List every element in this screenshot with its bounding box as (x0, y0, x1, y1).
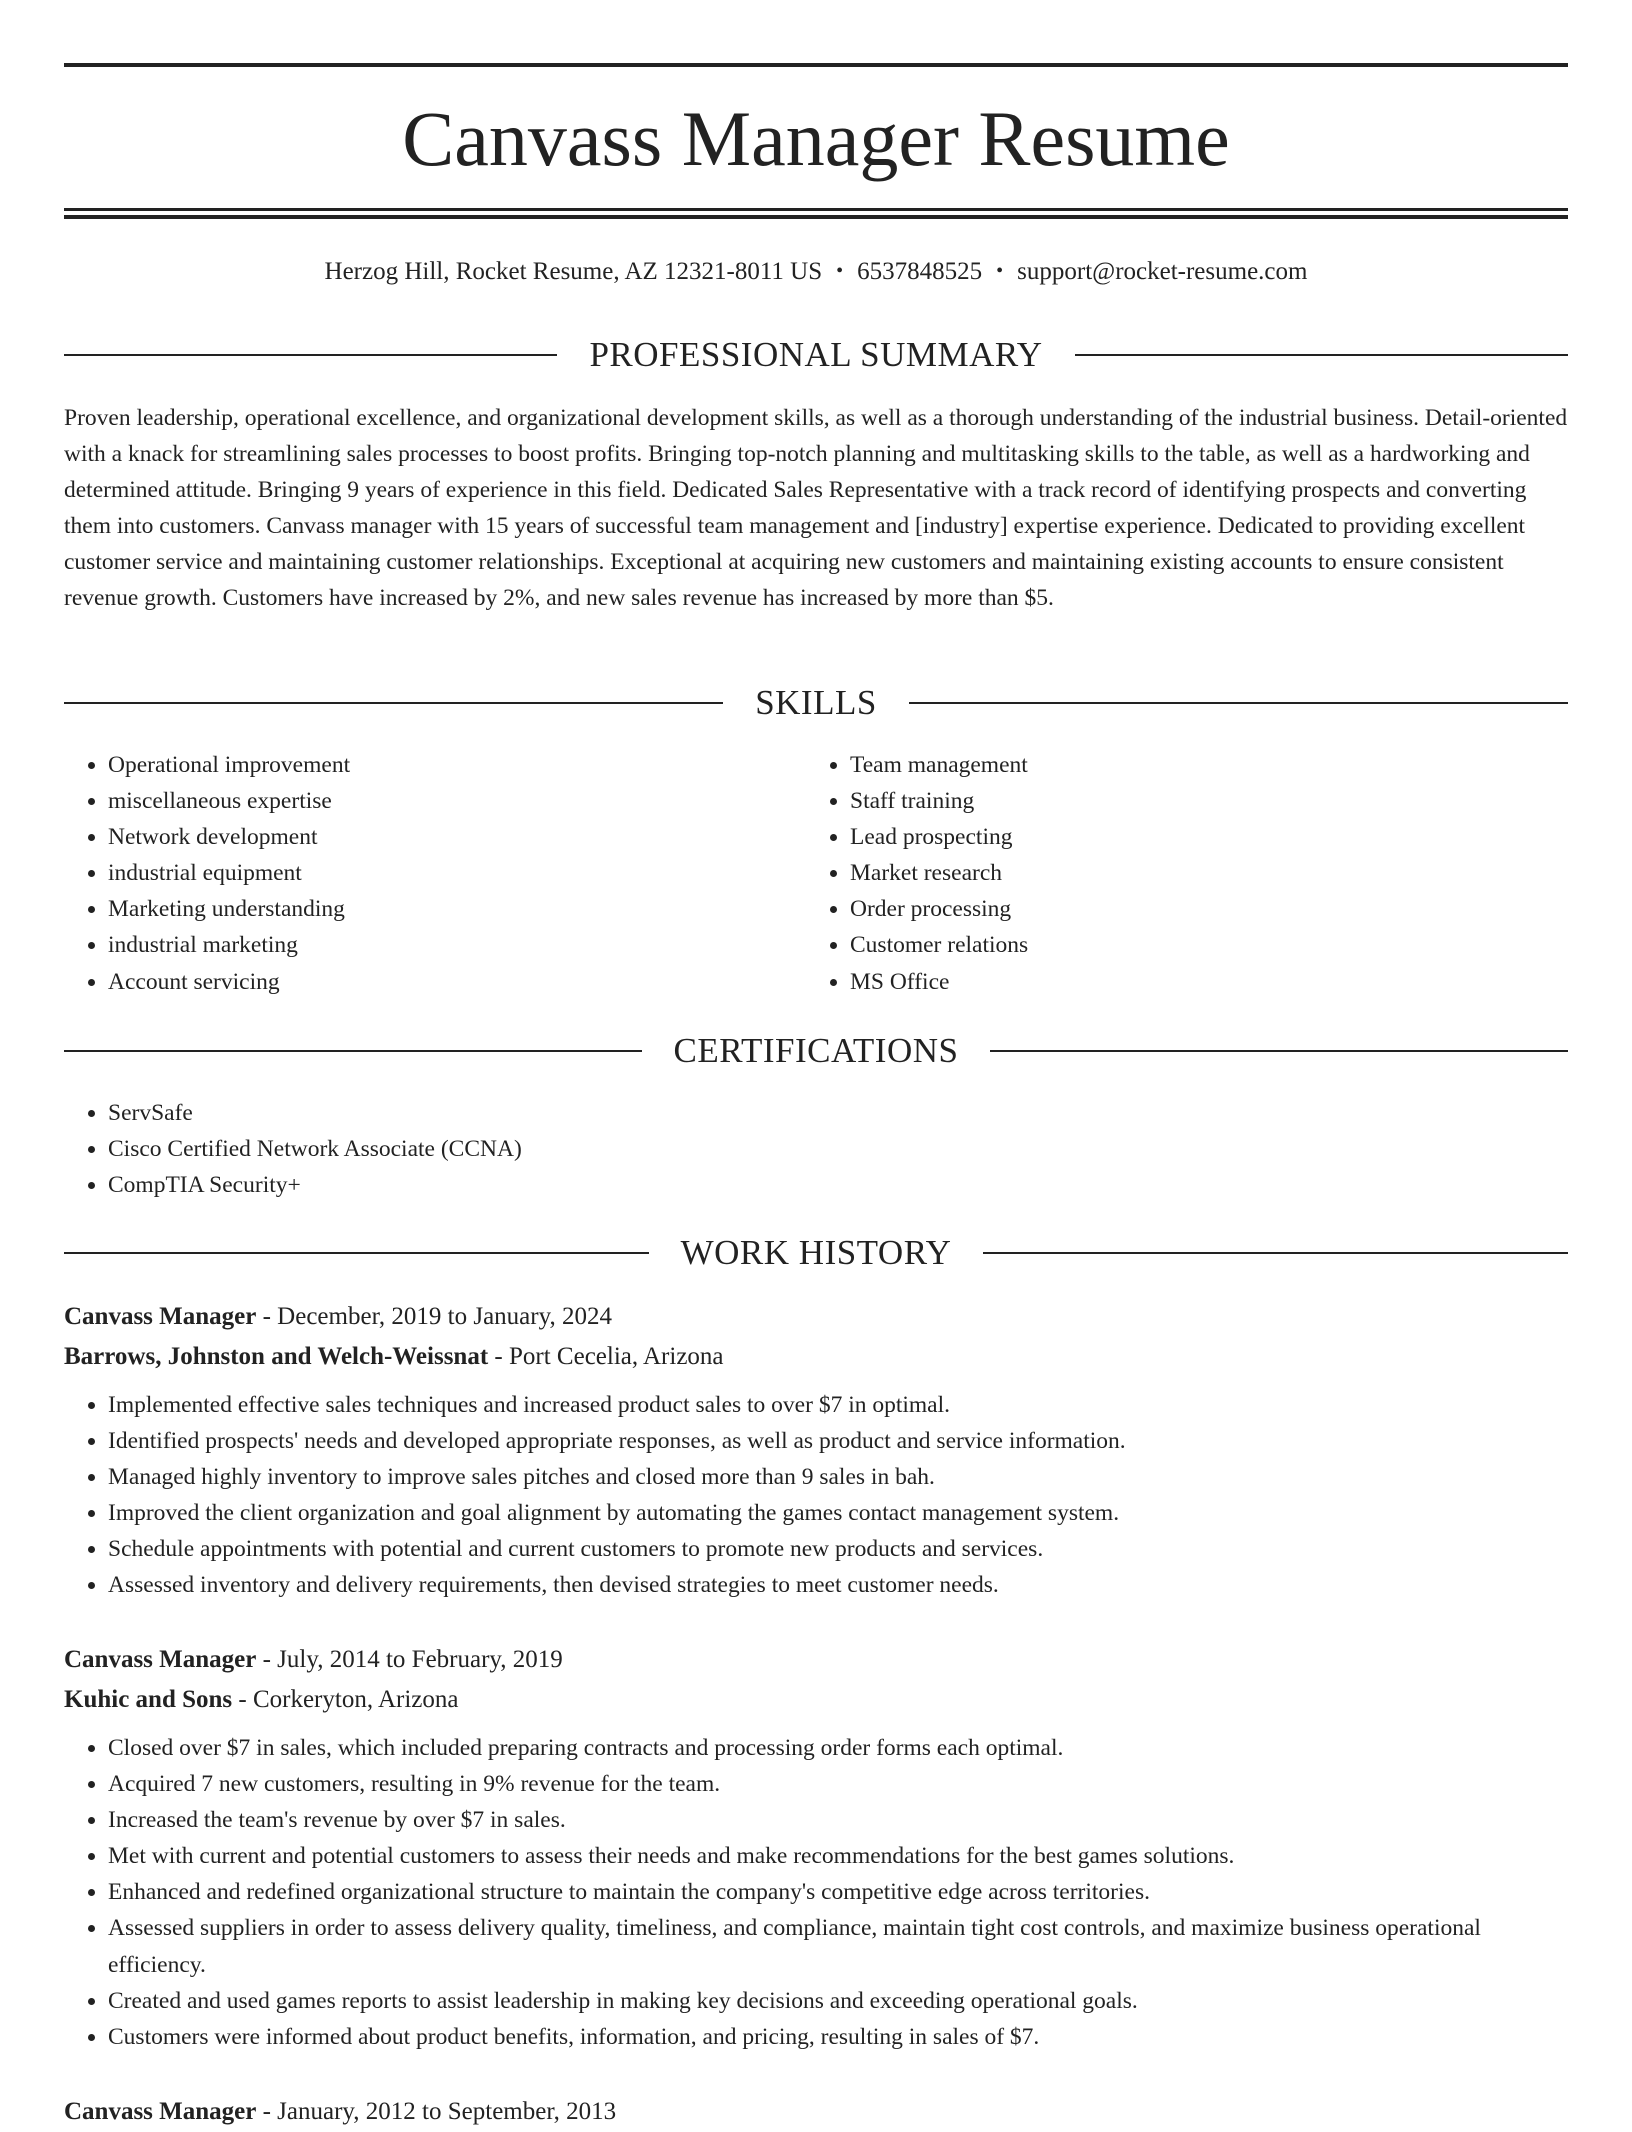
certifications-list (64, 1095, 1568, 1203)
section-heading-certifications (64, 1029, 1568, 1073)
job-company-line (64, 1680, 1568, 1720)
heading-rule (64, 1050, 642, 1052)
page-title: Canvass Manager Resume (402, 95, 1230, 182)
list-item: • Acquired 7 new customers, resulting in 9% revenue for the team. (108, 1766, 1568, 1802)
job-dates: - July, 2014 to February, 2019 (256, 1646, 563, 1673)
list-item: • CompTIA Security+ (108, 1167, 1568, 1203)
title-rule-upper (64, 208, 1568, 211)
list-item: • Operational improvement (108, 747, 804, 783)
heading-rule (990, 1050, 1568, 1052)
skills-column-right (806, 747, 1568, 1000)
list-item: • Implemented effective sales techniques and increased product sales to over $7 in optimal. (108, 1387, 1568, 1423)
list-item: • ServSafe (108, 1095, 1568, 1131)
list-item: • Order processing (850, 891, 1568, 927)
list-item: • industrial equipment (108, 855, 804, 891)
list-item: • Team management (850, 747, 1568, 783)
skills-list-left (64, 747, 804, 1000)
section-heading-work-history (64, 1231, 1568, 1275)
job-title: Canvass Manager (64, 1646, 257, 1673)
list-item: • Assessed suppliers in order to assess delivery quality, timeliness, and compliance, maintain tight cost controls, and maximize business operational efficiency. (108, 1910, 1568, 1982)
job-dates: - December, 2019 to January, 2024 (256, 1303, 612, 1330)
contact-address: Herzog Hill, Rocket Resume, AZ 12321-8011 US (324, 258, 823, 285)
job-entry (64, 1297, 1568, 1604)
job-location: - Port Cecelia, Arizona (488, 1343, 724, 1370)
job-location: - Corkeryton, Arizona (232, 1686, 459, 1713)
heading-rule (64, 1252, 649, 1254)
job-duties (64, 1387, 1568, 1604)
list-item: • Cisco Certified Network Associate (CCNA) (108, 1131, 1568, 1167)
section-title: PROFESSIONAL SUMMARY (589, 335, 1043, 374)
contact-line (64, 254, 1568, 289)
job-entry (64, 1640, 1568, 2055)
job-title-line (64, 2092, 1568, 2132)
certifications (64, 1095, 1568, 1203)
list-item: • Marketing understanding (108, 891, 804, 927)
list-item: • miscellaneous expertise (108, 783, 804, 819)
section-title: WORK HISTORY (680, 1233, 952, 1272)
section-heading-summary (64, 333, 1568, 377)
contact-separator: • (836, 260, 844, 282)
job-duties (64, 1730, 1568, 2055)
list-item: • Market research (850, 855, 1568, 891)
list-item: • Managed highly inventory to improve sales pitches and closed more than 9 sales in bah. (108, 1459, 1568, 1495)
title-rule-lower (64, 215, 1568, 219)
contact-separator: • (996, 260, 1004, 282)
section-title: SKILLS (755, 683, 877, 722)
list-item: • Enhanced and redefined organizational structure to maintain the company's competitive edge across territories. (108, 1874, 1568, 1910)
heading-rule (909, 702, 1568, 704)
list-item: • Created and used games reports to assist leadership in making key decisions and exceeding operational goals. (108, 1983, 1568, 2019)
summary-text: Proven leadership, operational excellence, and organizational development skills, as well as a thorough understanding of the industrial business. Detail-oriented with a knack for streamlining sales processes to boost profits. Bringing top-notch planning and multitasking skills to the table, as well as a hardworking and determined attitude. Bringing 9 years of experience in this field. Dedicated Sales Representative with a track record of identifying prospects and converting them into customers. Canvass manager with 15 years of successful team management and [industry] expertise experience. Dedicated to providing excellent customer service and maintaining customer relationships. Exceptional at acquiring new customers and maintaining existing accounts to ensure consistent revenue growth. Customers have increased by 2%, and new sales revenue has increased by more than $5. (64, 405, 1568, 612)
list-item: • Schedule appointments with potential and current customers to promote new products and services. (108, 1531, 1568, 1567)
top-rule (64, 63, 1568, 67)
list-item: • Assessed inventory and delivery requirements, then devised strategies to meet customer needs. (108, 1567, 1568, 1603)
list-item: • Customer relations (850, 927, 1568, 963)
list-item: • Met with current and potential customers to assess their needs and make recommendations for the best games solutions. (108, 1838, 1568, 1874)
contact-email: support@rocket-resume.com (1017, 258, 1308, 285)
contact-phone: 6537848525 (857, 258, 983, 285)
job-title-line (64, 1297, 1568, 1337)
list-item: • Improved the client organization and goal alignment by automating the games contact management system. (108, 1495, 1568, 1531)
list-item: • industrial marketing (108, 927, 804, 963)
job-title-line (64, 1640, 1568, 1680)
job-title: Canvass Manager (64, 1303, 257, 1330)
heading-rule (64, 702, 723, 704)
job-company: Barrows, Johnston and Welch-Weissnat (64, 1343, 489, 1370)
job-dates: - January, 2012 to September, 2013 (256, 2098, 617, 2125)
section-title: CERTIFICATIONS (673, 1031, 959, 1070)
list-item: • Closed over $7 in sales, which included preparing contracts and processing order forms each optimal. (108, 1730, 1568, 1766)
list-item: • Increased the team's revenue by over $7 in sales. (108, 1802, 1568, 1838)
heading-rule (64, 354, 557, 356)
heading-rule (983, 1252, 1568, 1254)
list-item: • Customers were informed about product benefits, information, and pricing, resulting in sales of $7. (108, 2019, 1568, 2055)
job-company: Kuhic and Sons (64, 1686, 233, 1713)
job-title: Canvass Manager (64, 2098, 257, 2125)
list-item: • Identified prospects' needs and developed appropriate responses, as well as product and service information. (108, 1423, 1568, 1459)
list-item: • Network development (108, 819, 804, 855)
skills-list-right (806, 747, 1568, 1000)
skills-column-left (64, 747, 804, 1000)
list-item: • MS Office (850, 964, 1568, 1000)
section-heading-skills (64, 681, 1568, 725)
list-item: • Staff training (850, 783, 1568, 819)
job-company-line (64, 1337, 1568, 1377)
list-item: • Account servicing (108, 964, 804, 1000)
list-item: • Lead prospecting (850, 819, 1568, 855)
heading-rule (1075, 354, 1568, 356)
job-entry (64, 2092, 1568, 2132)
